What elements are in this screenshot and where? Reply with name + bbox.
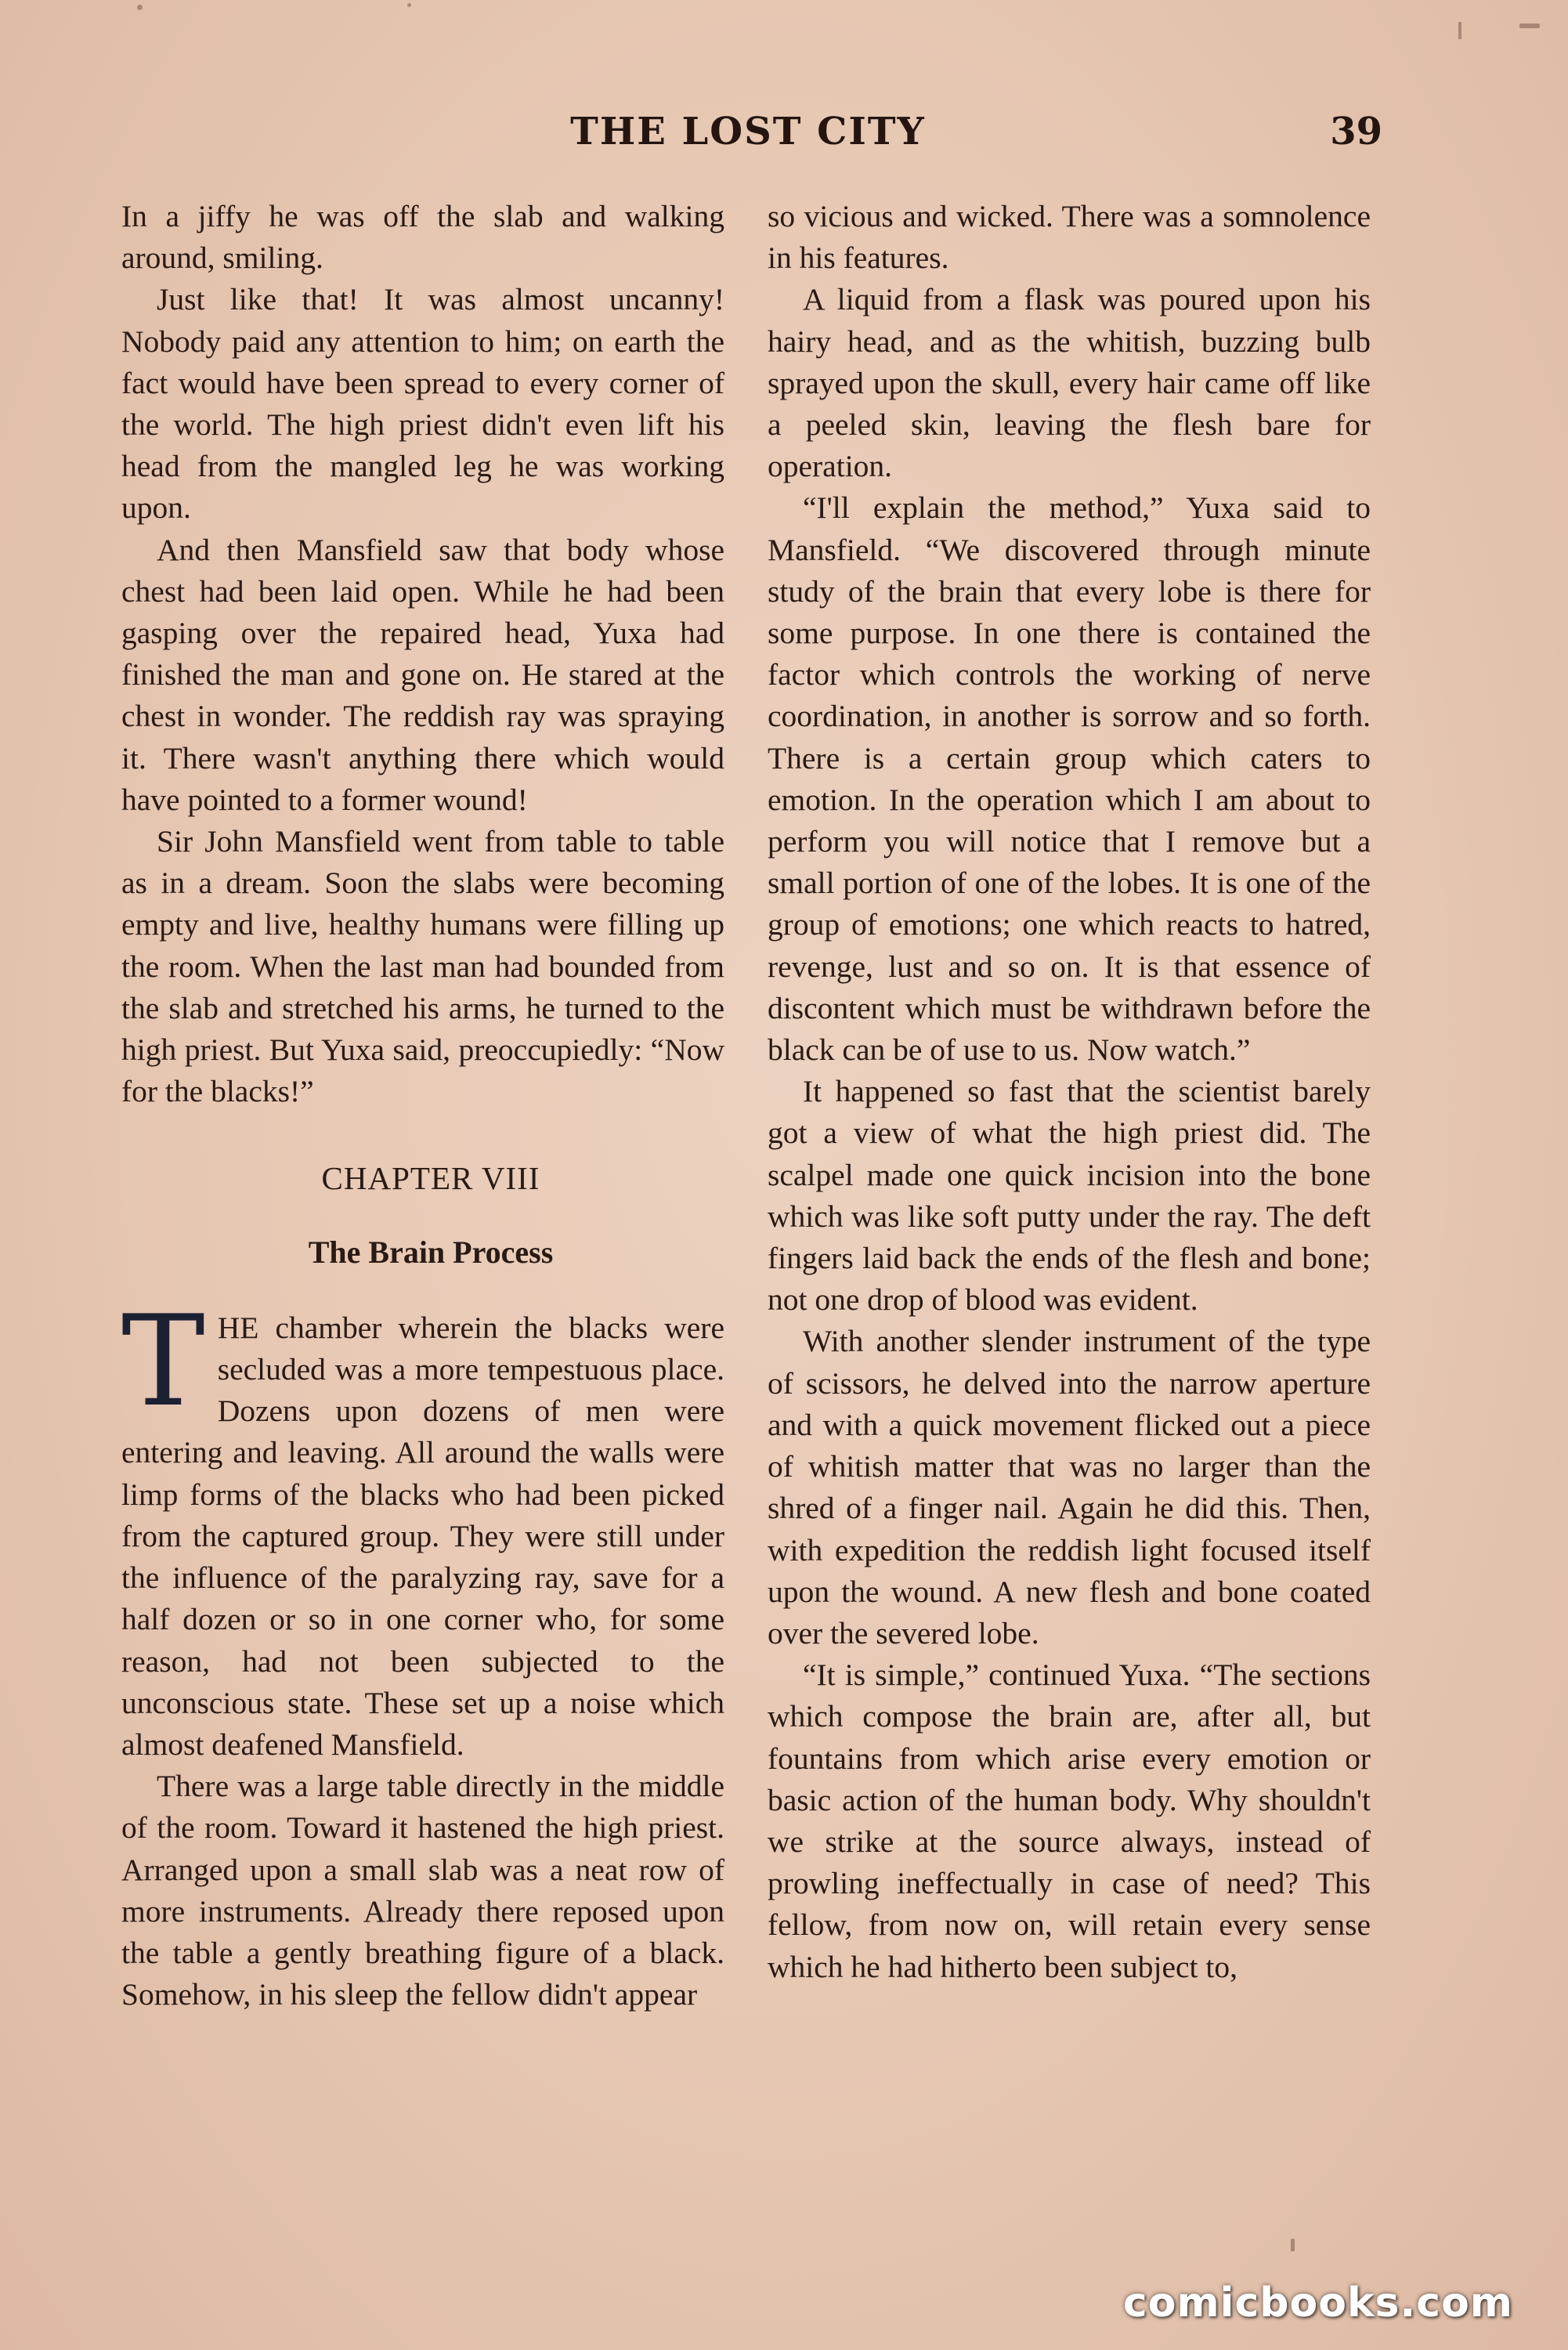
paper-speck: [407, 3, 411, 7]
chapter-heading: CHAPTER VIII: [321, 1160, 540, 1197]
paragraph: It happened so fast that the scientist barely got a view of what the high priest did. The scalpel made one quick incision into the bone which was like soft putty under the ray. The deft fingers laid back the ends of the flesh and bone; not one drop of blood was evident.: [768, 1074, 1371, 1318]
paragraph: In a jiffy he was off the slab and walking around, smiling.: [121, 199, 724, 276]
paper-speck: [137, 5, 143, 10]
watermark-logo: comicbooks.com: [1122, 2280, 1513, 2326]
paragraph: With another slender instrument of the type of scissors, he delved into the narrow aperture and with a quick movement flicked out a piece of whitish matter that was no larger than the shred of a finger nail. Again he did this. Then, with expedition the reddish light focused itself upon the wound. A new flesh and bone coated over the severed lobe.: [768, 1324, 1371, 1650]
paragraph: so vicious and wicked. There was a somnolence in his features.: [768, 199, 1371, 276]
chapter-title: The Brain Process: [308, 1234, 554, 1270]
paragraph: Sir John Mansfield went from table to table as in a dream. Soon the slabs were becoming empty and live, healthy humans were filling up the room. When the last man had bounded from the slab and stretched his arms, he turned to the high priest. But Yuxa said, preoccupiedly: “Now for the blacks!”: [121, 824, 724, 1109]
right-column: [768, 196, 1371, 1988]
paper-speck: [1291, 2239, 1295, 2251]
paragraph: A liquid from a flask was poured upon his hairy head, and as the whitish, buzzing bulb sprayed upon the skull, every hair came off like a peeled skin, leaving the flesh bare for operation.: [768, 282, 1371, 484]
drop-cap: T: [121, 1287, 205, 1434]
left-column: [121, 196, 724, 2016]
paragraph: “I'll explain the method,” Yuxa said to Mansfield. “We discovered through minute study of the brain that every lobe is there for some purpose. In one there is contained the factor which controls the working of nerve coordination, in another is sorrow and so forth. There is a certain group which caters to emotion. In the operation which I am about to perform you will notice that I remove but a small portion of one of the lobes. It is one of the group of emotions; one which reacts to hatred, revenge, lust and so on. It is that essence of discontent which must be withdrawn before the black can be of use to us. Now watch.”: [768, 490, 1371, 1068]
paper-speck: [1519, 24, 1540, 28]
paragraph: Just like that! It was almost uncanny! Nobody paid any attention to him; on earth the fact would have been spread to every corner of the world. The high priest didn't even lift his head from the mangled leg he was working upon.: [121, 282, 724, 526]
running-header: [121, 110, 1382, 172]
page-number: 39: [1330, 110, 1382, 154]
paragraph: And then Mansfield saw that body whose chest had been laid open. While he had been gasping over the repaired head, Yuxa had finished the man and gone on. He stared at the chest in wonder. The reddish ray was spraying it. There wasn't anything there which would have pointed to a former wound!: [121, 532, 724, 817]
running-title: THE LOST CITY: [570, 110, 926, 154]
paragraph: “It is simple,” continued Yuxa. “The sections which compose the brain are, after all, but fountains from which arise every emotion or basic action of the human body. Why shouldn't we strike at the source always, instead of prowling ineffectually in case of need? This fellow, from now on, will retain every sense which he had hitherto been subject to,: [768, 1658, 1371, 1984]
paragraph: There was a large table directly in the middle of the room. Toward it hastened the high priest. Arranged upon a small slab was a neat row of more instruments. Already there reposed upon the table a gently breathing figure of a black. Somehow, in his sleep the fellow didn't appear: [121, 1769, 724, 2012]
paragraph-with-drop-cap: [121, 1287, 724, 1766]
paper-speck: [1458, 22, 1461, 39]
paragraph-text: HE chamber wherein the blacks were secluded was a more tempestuous place. Dozens upon dozens of men were entering and leaving. All around the walls were limp forms of the blacks who had been picked from the captured group. They were still under the influence of the paralyzing ray, save for a half dozen or so in one corner who, for some reason, had not been subjected to the unconscious state. These set up a noise which almost deafened Mansfield.: [121, 1310, 724, 1762]
